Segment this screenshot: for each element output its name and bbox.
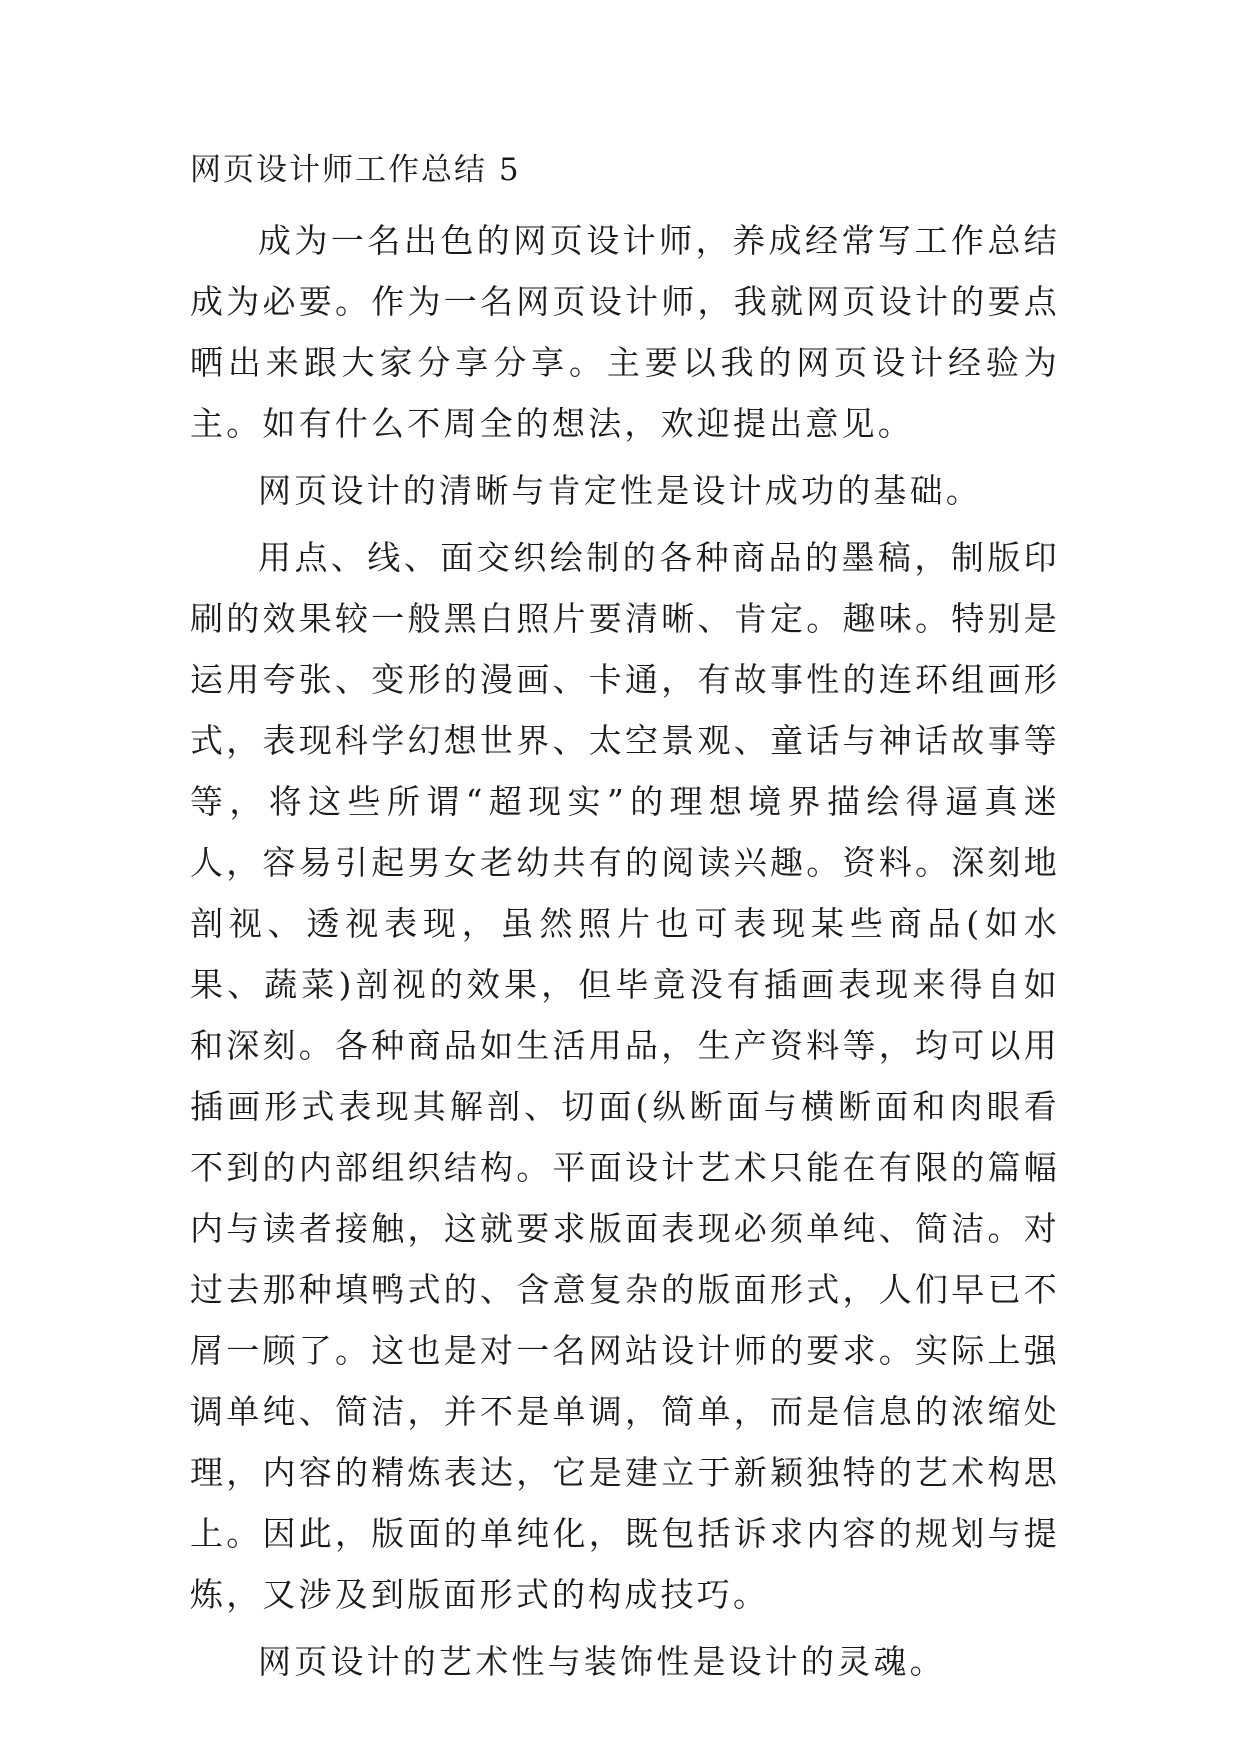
paragraph-artistry-heading: 网页设计的艺术性与装饰性是设计的灵魂。 — [258, 1642, 946, 1681]
paragraph-illustration: 用点、线、面交织绘制的各种商品的墨稿，制版印刷的效果较一般黑白照片要清晰、肯定。趣味。特别是运用夸张、变形的漫画、卡通，有故事性的连环组画形式，表现科学幻想世界、太空景观、童话与神话故事等等，将这些所谓“超现实”的理想境界描绘得逼真迷人，容易引起男女老幼共有的阅读兴趣。资料。深刻地剖视、透视表现，虽然照片也可表现某些商品(如水果、蔬菜)剖视的效果，但毕竟没有插画表现来得自如和深刻。各种商品如生活用品，生产资料等，均可以用插画形式表现其解剖、切面(纵断面与横断面和肉眼看不到的内部组织结构。平面设计艺术只能在有限的篇幅内与读者接触，这就要求版面表现必须单纯、简洁。对过去那种填鸭式的、含意复杂的版面形式，人们早已不屑一顾了。这也是对一名网站设计师的要求。实际上强调单纯、简洁，并不是单调，简单，而是信息的浓缩处理，内容的精炼表达，它是建立于新颖独特的艺术构思上。因此，版面的单纯化，既包括诉求内容的规划与提炼，又涉及到版面形式的构成技巧。 — [190, 538, 1060, 1614]
document-body — [190, 150, 1060, 1692]
document-title: 网页设计师工作总结 5 — [190, 152, 521, 188]
paragraph-intro: 成为一名出色的网页设计师，养成经常写工作总结成为必要。作为一名网页设计师，我就网页设计的要点晒出来跟大家分享分享。主要以我的网页设计经验为主。如有什么不周全的想法，欢迎提出意见。 — [190, 221, 1060, 443]
paragraph-clarity-heading: 网页设计的清晰与肯定性是设计成功的基础。 — [258, 471, 982, 510]
